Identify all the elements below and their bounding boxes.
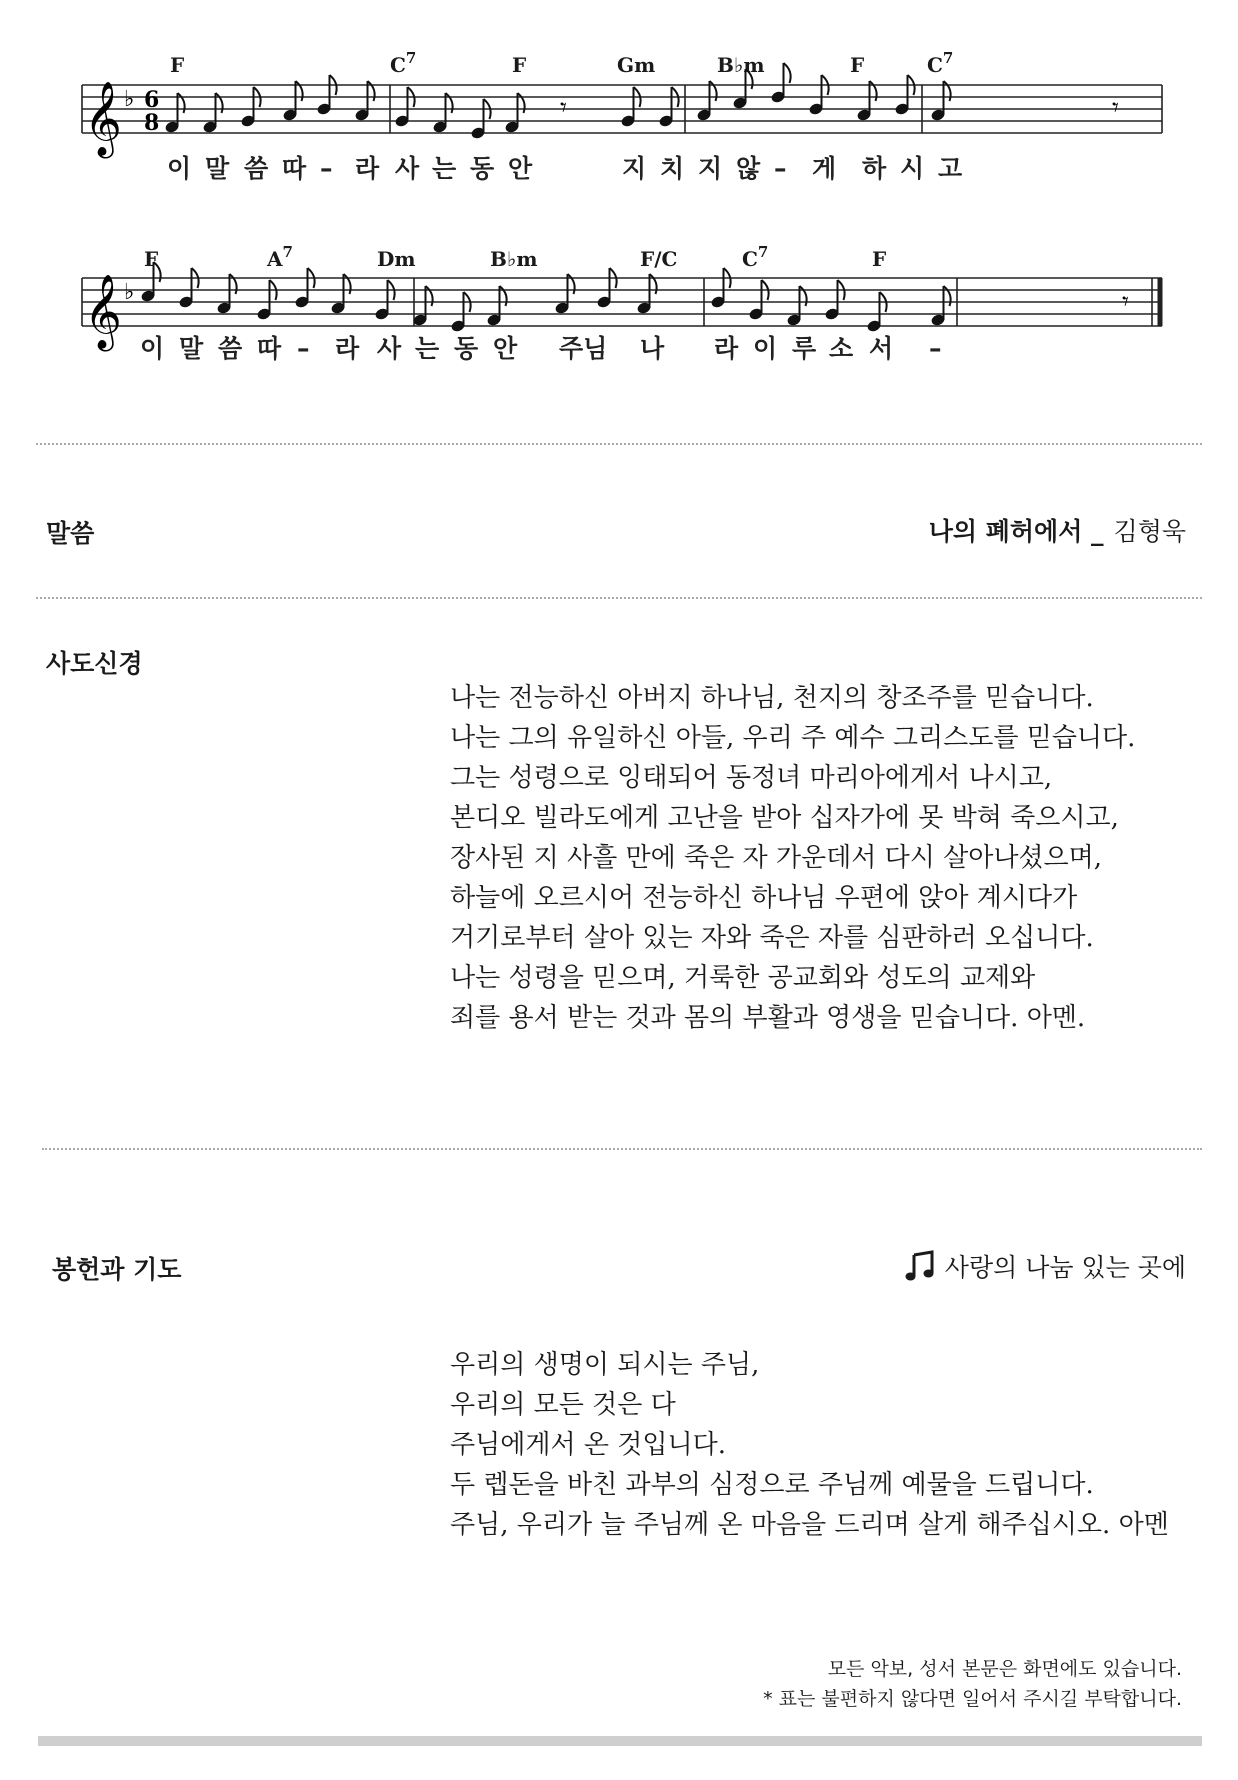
flat-icon: ♭ [124, 87, 135, 112]
treble-clef-icon: 𝄞 [84, 82, 122, 156]
creed-text [450, 678, 1135, 1038]
lyric-syllable: 씀 [244, 154, 269, 183]
sheet-music-svg [72, 40, 1182, 440]
chord-symbol: F [170, 53, 185, 77]
creed-line: 나는 성령을 믿으며, 거룩한 공교회와 성도의 교제와 [450, 963, 1036, 993]
lyric-syllable: 서 [869, 334, 894, 363]
note-flag [944, 286, 951, 306]
creed-line: 그는 성령으로 잉태되어 동정녀 마리아에게서 나시고, [450, 763, 1053, 793]
chord-symbol: Dm [377, 247, 416, 271]
note-flag [870, 81, 877, 101]
chord-symbol: $C^7$ [742, 243, 769, 271]
offering-song-info [905, 1248, 1186, 1284]
sermon-info [929, 512, 1186, 548]
time-signature-numerator: 6 [144, 87, 160, 113]
chord-symbol: F [144, 247, 159, 271]
lyric-syllable: – [929, 334, 942, 363]
note-flag [568, 274, 575, 294]
chord-symbol: F [850, 53, 865, 77]
lyric-syllable: 씀 [218, 334, 243, 363]
lyric-syllable: 말 [179, 334, 204, 363]
chord-symbol: F/C [640, 247, 678, 271]
sheet-music [72, 40, 1182, 440]
lyric-syllable: 따 [282, 154, 307, 183]
chord-symbol: $C^7$ [390, 49, 417, 77]
lyric-syllable: 사 [395, 154, 420, 183]
lyric-syllable: 는 [432, 154, 457, 183]
offering-label: 봉헌과 기도 [52, 1255, 182, 1284]
lyric-syllable: 따 [257, 334, 282, 363]
offering-song-title: 사랑의 나눔 있는 곳에 [944, 1253, 1186, 1282]
music-note-icon [905, 1250, 935, 1282]
lyric-syllable: 루 [792, 334, 817, 363]
creed-line: 죄를 용서 받는 것과 몸의 부활과 영생을 믿습니다. 아멘. [450, 1003, 1086, 1033]
creed-line: 장사된 지 사흘 만에 죽은 자 가운데서 다시 살아나셨으며, [450, 843, 1103, 873]
lyric-syllable: 동 [470, 154, 495, 183]
creed-line: 나는 그의 유일하신 아들, 우리 주 예수 그리스도를 믿습니다. [450, 723, 1136, 753]
lyric-syllable: 이 [167, 154, 192, 183]
flat-icon: ♭ [124, 280, 135, 305]
creed-line: 거기로부터 살아 있는 자와 죽은 자를 심판하러 오십니다. [450, 923, 1094, 953]
note-flag [710, 81, 717, 101]
section-divider [42, 1148, 1202, 1150]
footer-note-2: * 표는 불편하지 않다면 일어서 주시길 부탁합니다. [763, 1688, 1182, 1710]
lyric-syllable: 라 [335, 334, 360, 363]
lyric-syllable: 지 [698, 154, 723, 183]
note-flag [650, 274, 657, 294]
lyric-syllable: 라 [714, 334, 739, 363]
lyric-syllable: 소 [829, 334, 854, 363]
footer-notes [763, 1654, 1182, 1714]
creed-label: 사도신경 [46, 649, 143, 678]
lyric-syllable: 는 [415, 334, 440, 363]
rest-icon: 𝄾 [1122, 287, 1129, 317]
section-divider [36, 597, 1202, 599]
offering-prayer-line: 우리의 생명이 되시는 주님, [450, 1350, 760, 1380]
offering-prayer-text [450, 1345, 1169, 1545]
note-row-2 [140, 262, 1129, 333]
creed-line: 본디오 빌라도에게 고난을 받아 십자가에 못 박혀 죽으시고, [450, 803, 1119, 833]
time-signature-denominator: 8 [144, 110, 160, 136]
note-flag [800, 286, 807, 306]
chord-symbol: F [512, 53, 527, 77]
creed-line: 하늘에 오르시어 전능하신 하나님 우편에 앉아 계시다가 [450, 883, 1078, 913]
lyric-row-2 [140, 334, 942, 363]
lyric-syllable: 안 [508, 154, 533, 183]
note-flag [178, 93, 185, 113]
note-flag [230, 274, 237, 294]
offering-prayer-line: 주님에게서 온 것입니다. [450, 1430, 726, 1460]
note-flag [368, 81, 375, 101]
note-flag [344, 274, 351, 294]
chord-row-2 [144, 243, 886, 271]
treble-clef-icon: 𝄞 [84, 275, 122, 349]
rest-icon: 𝄾 [1112, 93, 1119, 123]
note-flag [518, 93, 525, 113]
offering-prayer-line: 두 렙돈을 바친 과부의 심정으로 주님께 예물을 드립니다. [450, 1470, 1094, 1500]
creed-line: 나는 전능하신 아버지 하나님, 천지의 창조주를 믿습니다. [450, 683, 1094, 713]
bottom-bar [38, 1736, 1202, 1746]
lyric-syllable: 사 [377, 334, 402, 363]
staff-line-2 [82, 278, 1162, 326]
rest-icon: 𝄾 [560, 93, 567, 123]
sermon-label: 말씀 [46, 519, 95, 548]
note-flag [296, 81, 303, 101]
note-flag [446, 93, 453, 113]
chord-symbol: $A^7$ [267, 243, 293, 271]
note-flag [216, 93, 223, 113]
lyric-syllable: 말 [205, 154, 230, 183]
lyric-syllable: 동 [454, 334, 479, 363]
staff-line-1 [82, 85, 1162, 133]
chord-symbol: F [872, 247, 887, 271]
lyric-syllable: 나 [640, 334, 665, 363]
chord-symbol: B♭m [717, 53, 765, 77]
chord-symbol: Gm [617, 53, 656, 77]
lyric-syllable: 시 [900, 154, 925, 183]
chord-symbol: $C^7$ [927, 49, 954, 77]
note-flag [784, 63, 791, 83]
offering-prayer-line: 주님, 우리가 늘 주님께 온 마음을 드리며 살게 해주십시오. 아멘 [450, 1510, 1169, 1540]
chord-symbol: B♭m [490, 247, 538, 271]
lyric-syllable: 지 [622, 154, 647, 183]
lyric-syllable: 주님 [559, 334, 608, 363]
section-divider [36, 443, 1202, 445]
offering-prayer-line: 우리의 모든 것은 다 [450, 1390, 676, 1420]
lyric-row-1 [167, 154, 963, 183]
sermon-preacher: 김형욱 [1113, 517, 1186, 546]
chord-row-1 [170, 49, 953, 77]
lyric-syllable: 고 [938, 154, 963, 183]
footer-note-1: 모든 악보, 성서 본문은 화면에도 있습니다. [827, 1658, 1182, 1680]
note-flag [500, 286, 507, 306]
lyric-syllable: 이 [753, 334, 778, 363]
lyric-syllable: 게 [812, 154, 837, 183]
lyric-syllable: 않 [736, 154, 761, 183]
lyric-syllable: 안 [493, 334, 518, 363]
lyric-syllable: 라 [355, 154, 380, 183]
sermon-title: 나의 폐허에서 _ [928, 517, 1104, 546]
lyric-syllable: 치 [660, 154, 685, 183]
note-flag [944, 81, 951, 101]
lyric-syllable: – [774, 154, 787, 183]
lyric-syllable: – [297, 334, 310, 363]
lyric-syllable: 하 [862, 154, 887, 183]
lyric-syllable: 이 [140, 334, 165, 363]
note-flag [426, 286, 433, 306]
lyric-syllable: – [320, 154, 333, 183]
